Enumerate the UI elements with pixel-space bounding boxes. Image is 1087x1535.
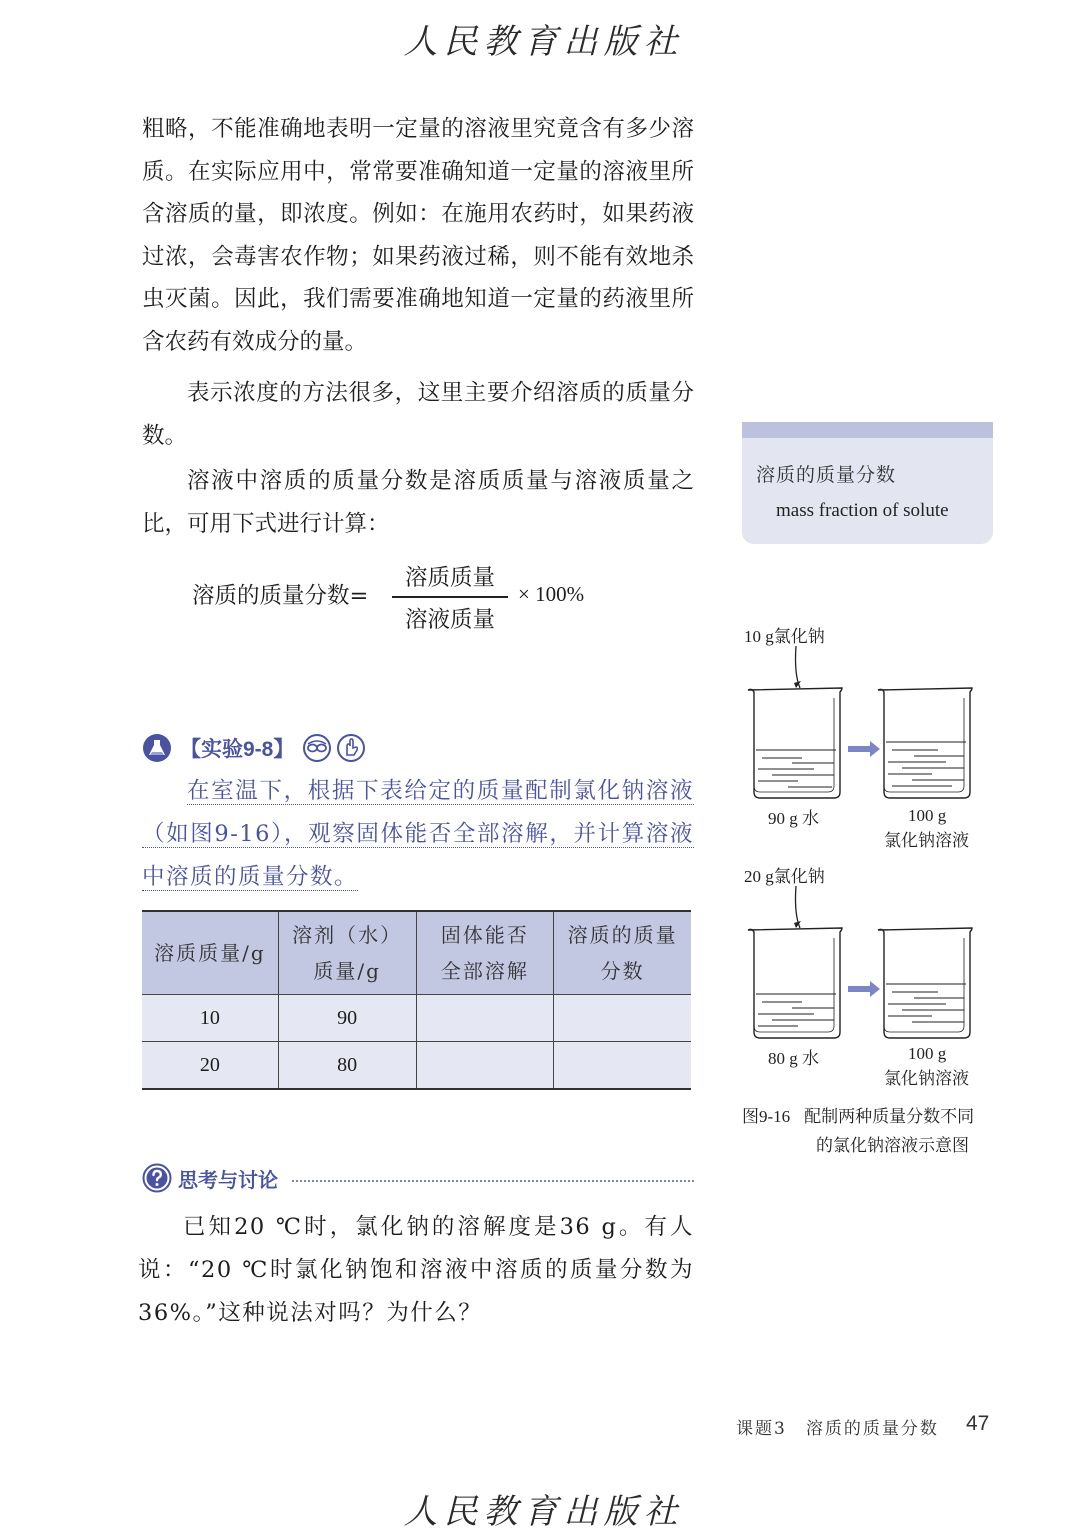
fig-bottom-solute-label: 20 g氯化钠 [744, 867, 825, 886]
beaker-water [748, 928, 842, 1038]
footer-chapter: 课题3 溶质的质量分数 [736, 1419, 939, 1439]
figure-caption [742, 1102, 1002, 1161]
body-paragraph-2: 表示浓度的方法很多，这里主要介绍溶质的质量分数。 [142, 380, 694, 449]
formula-fraction [392, 560, 508, 634]
figure-caption-number: 图9-16 [742, 1107, 791, 1126]
flask-icon [142, 733, 172, 763]
goggles-icon [302, 733, 332, 763]
fig-bottom-result-name: 氯化钠溶液 [884, 1069, 969, 1088]
table-row [142, 995, 691, 1042]
formula-denominator: 溶液质量 [404, 606, 495, 633]
table-cell [554, 995, 691, 1042]
body-paragraph-1: 粗略，不能准确地表明一定量的溶液里究竟含有多少溶质。在实际应用中，常常要准确知道一定量的溶液里所含溶质的量，即浓度。例如：在施用农药时，如果药液过浓，会毒害农作物；如果药液过稀，则不能有效地杀虫灭菌。因此，我们需要准确地知道一定量的药液里所含农药有效成分的量。 [142, 116, 694, 355]
fig-bottom-water-label: 80 g 水 [768, 1049, 819, 1068]
discussion-text: 已知20 ℃时，氯化钠的溶解度是36 g。有人说：“20 ℃时氯化钠饱和溶液中溶质的质量分数为36%。”这种说法对吗？为什么？ [138, 1214, 694, 1326]
fig-bottom-result-mass: 100 g [908, 1044, 947, 1063]
beaker-solution [878, 928, 972, 1038]
page-number: 47 [966, 1412, 990, 1435]
discussion-label: 思考与讨论 [178, 1169, 278, 1192]
table-row [142, 1042, 691, 1090]
table-cell [554, 1042, 691, 1090]
process-arrow [848, 741, 880, 757]
experiment-label: 【实验9-8】 [180, 738, 295, 761]
fig-top-illustration [742, 640, 982, 810]
body-paragraph-3: 溶液中溶质的质量分数是溶质质量与溶液质量之比，可用下式进行计算： [142, 468, 694, 537]
fig-top-result-mass: 100 g [908, 806, 947, 825]
figure-caption-line1: 配制两种质量分数不同 [804, 1107, 975, 1127]
table-cell: 10 [142, 995, 278, 1042]
table-header-cell: 溶质的质量 分数 [554, 911, 691, 995]
table-header-cell: 溶质质量/g [142, 911, 278, 995]
hand-icon [336, 733, 366, 763]
footer-publisher: 人民教育出版社 [403, 1492, 684, 1532]
fig-bottom-illustration [742, 880, 982, 1050]
table-cell [416, 1042, 554, 1090]
table-cell: 80 [278, 1042, 416, 1090]
beaker-water [748, 688, 842, 798]
beaker-solution [878, 688, 972, 798]
fig-top-water-label: 90 g 水 [768, 809, 819, 828]
table-header-cell: 溶剂（水） 质量/g [278, 911, 416, 995]
sidenote-term-en: mass fraction of solute [776, 500, 949, 521]
experiment-heading [142, 730, 366, 766]
fig-top-solute-label: 10 g氯化钠 [744, 627, 825, 646]
header-publisher: 人民教育出版社 [403, 22, 684, 62]
fig-top-result-name: 氯化钠溶液 [884, 831, 969, 850]
table-cell: 90 [278, 995, 416, 1042]
table-cell: 20 [142, 1042, 278, 1090]
table-header-cell: 固体能否 全部溶解 [416, 911, 554, 995]
fraction-bar [392, 596, 508, 598]
table-cell [416, 995, 554, 1042]
formula-multiplier: × 100% [518, 582, 585, 606]
sidenote-bar [742, 422, 993, 438]
table-header-row [142, 911, 691, 995]
figure-caption-line2: 的氯化钠溶液示意图 [816, 1136, 969, 1156]
discussion-heading [142, 1162, 694, 1194]
data-table [142, 910, 691, 1090]
sidenote-box [742, 422, 993, 544]
formula-numerator: 溶质质量 [404, 565, 495, 591]
experiment-text [142, 770, 694, 899]
formula-lhs: 溶质的质量分数= [192, 583, 369, 609]
sidenote-term-zh: 溶质的质量分数 [756, 464, 897, 486]
question-icon [142, 1163, 172, 1193]
experiment-text-content: 在室温下，根据下表给定的质量配制氯化钠溶液（如图9-16），观察固体能否全部溶解，并计算溶液中溶质的质量分数。 [142, 778, 694, 890]
discussion-divider [292, 1180, 694, 1182]
process-arrow [848, 981, 880, 997]
